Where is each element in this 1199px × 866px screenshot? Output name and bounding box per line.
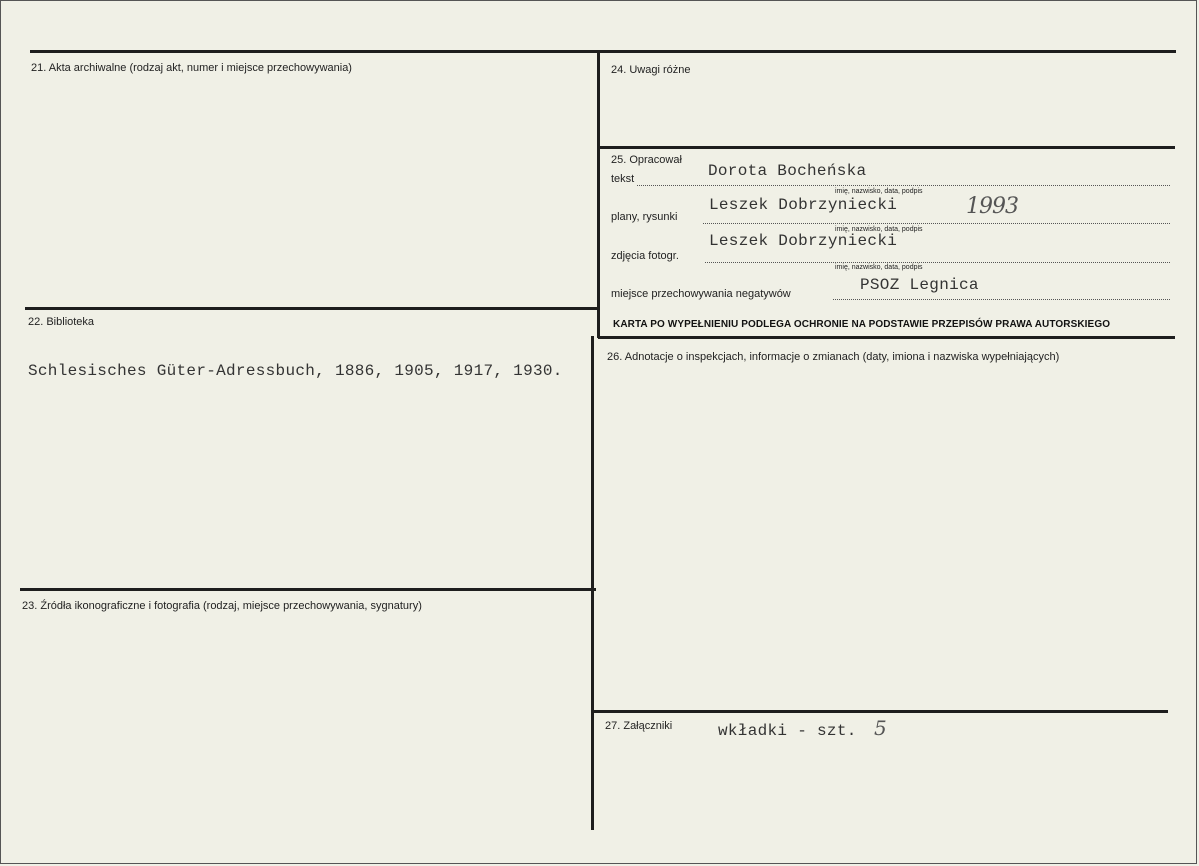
year-handwritten: 1993: [966, 194, 1018, 219]
divider-upper: [597, 51, 600, 338]
zdjecia-line: [705, 262, 1170, 263]
rule-24-25: [598, 146, 1175, 149]
rule-21-22: [25, 307, 600, 310]
top-rule: [30, 50, 1176, 53]
tekst-value: Dorota Bocheńska: [708, 162, 867, 180]
miejsce-label: miejsce przechowywania negatywów: [611, 288, 791, 300]
section-23-label: 23. Źródła ikonograficzne i fotografia (rodzaj, miejsce przechowywania, sygnatury): [22, 600, 422, 612]
divider-lower: [591, 336, 594, 830]
rule-notice: [598, 336, 1175, 339]
zdjecia-label: zdjęcia fotogr.: [611, 250, 679, 262]
copyright-notice: KARTA PO WYPEŁNIENIU PODLEGA OCHRONIE NA PODSTAWIE PRZEPISÓW PRAWA AUTORSKIEGO: [613, 319, 1111, 330]
rule-26-27: [594, 710, 1168, 713]
plany-label: plany, rysunki: [611, 211, 678, 223]
section-26-label: 26. Adnotacje o inspekcjach, informacje o zmianach (daty, imiona i nazwiska wypełniających): [607, 351, 1060, 363]
section-21-label: 21. Akta archiwalne (rodzaj akt, numer i miejsce przechowywania): [31, 62, 352, 74]
miejsce-value: PSOZ Legnica: [860, 276, 979, 294]
tekst-line: [637, 185, 1170, 186]
section-25-label: 25. Opracował: [611, 154, 682, 166]
attachments-count-handwritten: 5: [874, 716, 886, 740]
zdjecia-value: Leszek Dobrzyniecki: [709, 232, 898, 250]
section-22-label: 22. Biblioteka: [28, 316, 95, 328]
section-27-label: 27. Załączniki: [605, 720, 673, 732]
section-24-label: 24. Uwagi różne: [611, 64, 691, 76]
rule-22-23: [20, 588, 596, 591]
tekst-label: tekst: [611, 173, 635, 185]
zdjecia-hint: imię, nazwisko, data, podpis: [835, 264, 923, 271]
plany-value: Leszek Dobrzyniecki: [709, 196, 898, 214]
plany-hint: imię, nazwisko, data, podpis: [835, 226, 923, 233]
library-entry: Schlesisches Güter-Adressbuch, 1886, 1905, 1917, 1930.: [28, 362, 563, 380]
tekst-hint: imię, nazwisko, data, podpis: [835, 188, 923, 195]
attachments-value: wkładki - szt.: [718, 722, 857, 740]
miejsce-line: [833, 299, 1170, 300]
plany-line: [703, 223, 1170, 224]
